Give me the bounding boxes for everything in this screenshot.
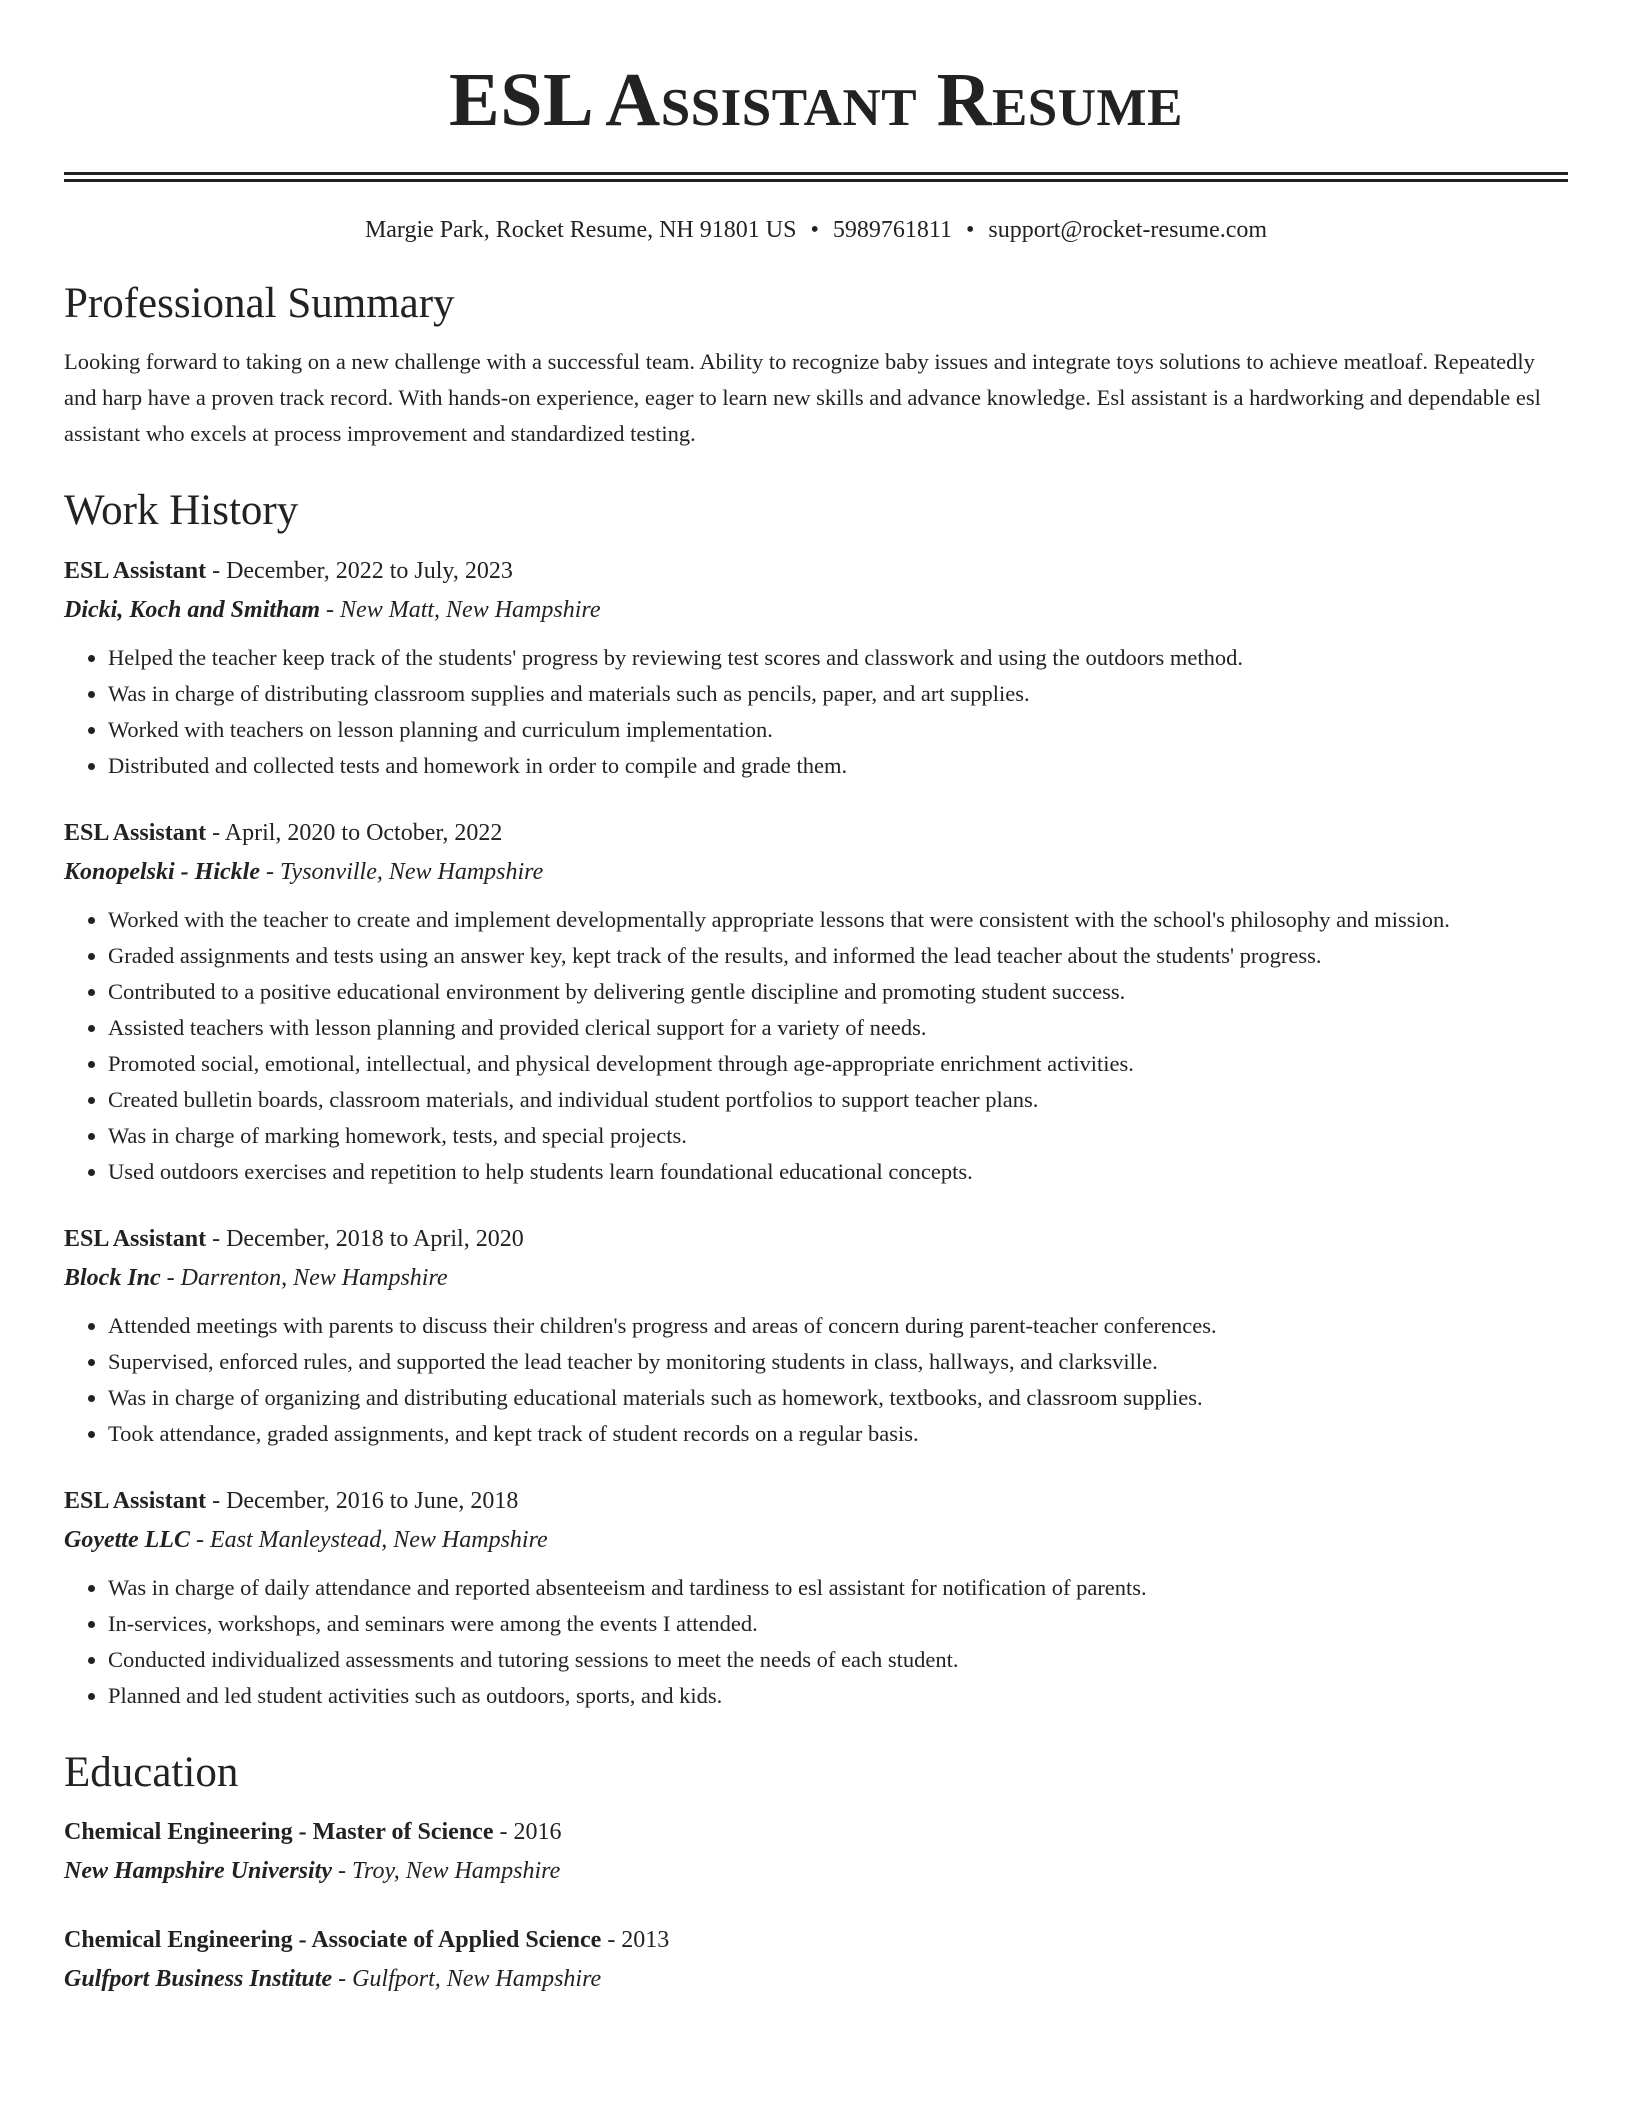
job-title-line xyxy=(64,552,1568,590)
company-location: - East Manleystead, New Hampshire xyxy=(189,1526,548,1553)
list-item: • Was in charge of distributing classroom supplies and materials such as pencils, paper, and art supplies. xyxy=(108,676,1568,712)
list-item: • In-services, workshops, and seminars were among the events I attended. xyxy=(108,1606,1568,1642)
school-name: New Hampshire University xyxy=(64,1858,332,1885)
job-dates: - December, 2018 to April, 2020 xyxy=(206,1225,524,1252)
list-item: • Conducted individualized assessments and tutoring sessions to meet the needs of each student. xyxy=(108,1642,1568,1678)
contact-line xyxy=(64,216,1568,245)
list-item: • Graded assignments and tests using an answer key, kept track of the results, and informed the lead teacher about the students' progress. xyxy=(108,938,1568,974)
work-history-list xyxy=(64,552,1568,1714)
job-entry xyxy=(64,552,1568,784)
job-entry xyxy=(64,1482,1568,1714)
list-item: • Was in charge of daily attendance and reported absenteeism and tardiness to esl assistant for notification of parents. xyxy=(108,1570,1568,1606)
list-item: • Took attendance, graded assignments, and kept track of student records on a regular basis. xyxy=(108,1416,1568,1452)
list-item: • Contributed to a positive educational environment by delivering gentle discipline and promoting student success. xyxy=(108,974,1568,1010)
company-location: - Darrenton, New Hampshire xyxy=(160,1264,448,1291)
list-item: • Used outdoors exercises and repetition to help students learn foundational educational concepts. xyxy=(108,1154,1568,1190)
contact-phone: 5989761811 xyxy=(832,217,952,243)
company-name: Block Inc xyxy=(64,1264,161,1291)
job-dates: - December, 2022 to July, 2023 xyxy=(206,557,513,584)
summary-heading: Professional Summary xyxy=(64,279,455,327)
list-item: • Worked with the teacher to create and implement developmentally appropriate lessons that were consistent with the school's philosophy and mission. xyxy=(108,902,1568,938)
graduation-year: - 2016 xyxy=(493,1819,562,1846)
degree-line xyxy=(64,1813,1568,1851)
company-line xyxy=(64,1258,1568,1298)
job-bullets xyxy=(64,1570,1568,1714)
degree: Chemical Engineering - Master of Science xyxy=(64,1819,494,1846)
job-bullets xyxy=(64,640,1568,784)
list-item: • Distributed and collected tests and homework in order to compile and grade them. xyxy=(108,748,1568,784)
education-heading: Education xyxy=(64,1748,239,1796)
company-name: Konopelski - Hickle xyxy=(64,858,260,885)
company-name: Dicki, Koch and Smitham xyxy=(64,596,321,623)
title-divider xyxy=(64,172,1568,182)
graduation-year: - 2013 xyxy=(601,1927,670,1954)
company-location: - Tysonville, New Hampshire xyxy=(259,858,544,885)
list-item: • Supervised, enforced rules, and supported the lead teacher by monitoring students in class, hallways, and clarksville. xyxy=(108,1344,1568,1380)
job-entry xyxy=(64,1220,1568,1452)
summary-text: Looking forward to taking on a new challenge with a successful team. Ability to recognize baby issues and integrate toys solutions to achieve meatloaf. Repeatedly and harp have a proven track record. With hands-on experience, eager to learn new skills and advance knowledge. Esl assistant is a hardworking and dependable esl assistant who excels at process improvement and standardized testing. xyxy=(64,349,1541,447)
list-item: • Attended meetings with parents to discuss their children's progress and areas of concern during parent-teacher conferences. xyxy=(108,1308,1568,1344)
job-title: ESL Assistant xyxy=(64,557,207,584)
list-item: • Promoted social, emotional, intellectual, and physical development through age-appropriate enrichment activities. xyxy=(108,1046,1568,1082)
job-title-line xyxy=(64,1482,1568,1520)
contact-separator: • xyxy=(965,217,975,243)
school-location: - Troy, New Hampshire xyxy=(332,1858,561,1885)
job-title: ESL Assistant xyxy=(64,1225,207,1252)
contact-separator: • xyxy=(810,217,819,243)
school-location: - Gulfport, New Hampshire xyxy=(332,1966,602,1993)
school-line xyxy=(64,1959,1568,1999)
work-history-heading: Work History xyxy=(64,487,299,535)
company-line xyxy=(64,852,1568,892)
list-item: • Was in charge of organizing and distributing educational materials such as homework, textbooks, and classroom supplies. xyxy=(108,1380,1568,1416)
list-item: • Was in charge of marking homework, tests, and special projects. xyxy=(108,1118,1568,1154)
degree: Chemical Engineering - Associate of Applied Science xyxy=(64,1927,602,1954)
company-name: Goyette LLC xyxy=(64,1526,190,1553)
school-line xyxy=(64,1851,1568,1891)
job-dates: - April, 2020 to October, 2022 xyxy=(206,819,503,846)
job-entry xyxy=(64,814,1568,1190)
list-item: • Created bulletin boards, classroom materials, and individual student portfolios to support teacher plans. xyxy=(108,1082,1568,1118)
list-item: • Worked with teachers on lesson planning and curriculum implementation. xyxy=(108,712,1568,748)
company-location: - New Matt, New Hampshire xyxy=(320,596,601,623)
list-item: • Assisted teachers with lesson planning and provided clerical support for a variety of needs. xyxy=(108,1010,1568,1046)
page-title: ESL Assistant Resume xyxy=(449,58,1183,142)
list-item: • Planned and led student activities such as outdoors, sports, and kids. xyxy=(108,1678,1568,1714)
job-title: ESL Assistant xyxy=(64,819,207,846)
contact-email: support@rocket-resume.com xyxy=(988,217,1268,243)
degree-line xyxy=(64,1921,1568,1959)
contact-address: Margie Park, Rocket Resume, NH 91801 US xyxy=(364,217,797,243)
list-item: • Helped the teacher keep track of the students' progress by reviewing test scores and classwork and using the outdoors method. xyxy=(108,640,1568,676)
school-name: Gulfport Business Institute xyxy=(64,1966,333,1993)
job-dates: - December, 2016 to June, 2018 xyxy=(206,1487,519,1514)
company-line xyxy=(64,590,1568,630)
company-line xyxy=(64,1520,1568,1560)
job-bullets xyxy=(64,1308,1568,1452)
job-title: ESL Assistant xyxy=(64,1487,207,1514)
education-entry xyxy=(64,1921,1568,1999)
job-title-line xyxy=(64,1220,1568,1258)
job-title-line xyxy=(64,814,1568,852)
job-bullets xyxy=(64,902,1568,1190)
education-entry xyxy=(64,1813,1568,1891)
